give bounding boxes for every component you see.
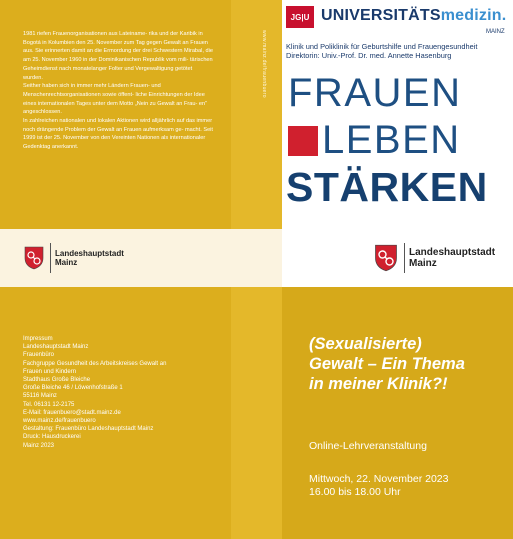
imprint-line: Stadthaus Große Bleiche (23, 377, 91, 384)
imprint-line: Landeshauptstadt Mainz (23, 344, 89, 351)
history-paragraph: In zahlreichen nationalen und lokalen Aktionen wird alljährlich auf das immer noch drängende Problem der Gewalt an Frauen aufmerksam ge- macht. Seit 1999 ist der 25. November von den Vereinten Nationen als internationaler Gedenktag anerkannt. (23, 118, 213, 151)
city-logo-right (374, 243, 495, 273)
city-name-line2: Mainz (55, 258, 78, 267)
event-title (309, 334, 509, 394)
imprint-line: Gestaltung: Frauenbüro Landeshauptstadt Mainz (23, 426, 154, 433)
city-name-line1: Landeshauptstadt (55, 249, 124, 258)
event-type: Online-Lehrveranstaltung (309, 440, 427, 452)
title-leben: LEBEN (322, 118, 461, 162)
history-text (23, 30, 213, 152)
title-frauen: FRAUEN (288, 71, 462, 115)
imprint-line: Druck: Hausdruckerei (23, 434, 81, 441)
imprint-website-link[interactable]: www.mainz.de/frauenbuero (23, 418, 96, 425)
city-logo-left (24, 243, 124, 273)
history-paragraph: Seither haben sich in immer mehr Ländern Frauen- und Menschenrechtsorganisationen sowie öffent- liche Einrichtungen der Idee eines internationalen Tages unter dem Motto „Nein zu Gewalt an Frau- en“ angeschlossen. (23, 83, 207, 116)
event-date: Mittwoch, 22. November 2023 (309, 473, 449, 485)
clinic-director: Direktorin: Univ.-Prof. Dr. med. Annette Hasenburg (286, 51, 452, 60)
event-datetime (309, 473, 448, 499)
logo-strip-middle (231, 229, 282, 287)
imprint-line: Fachgruppe Gesundheit des Arbeitskreises Gewalt an (23, 360, 167, 367)
event-title-line: (Sexualisierte) (309, 335, 422, 353)
spine-panel (231, 0, 282, 229)
history-paragraph: 1981 riefen Frauenorganisationen aus Lateiname- rika und der Karibik in Bogotá in Kolumbien den 25. November zum Tag gegen Gewalt an Frauen aus. Sie erinnerten damit an die Ermordung der drei Schwestern Mirabal, die am 25. November 1960 in der Dominikanischen Republik vom mili- tärischen Geheimdienst nach monatelanger Folter und Vergewaltigung getötet wurden. (23, 31, 213, 81)
jgu-logo: JG|U (286, 6, 314, 28)
event-title-line: in meiner Klinik?! (309, 375, 448, 393)
title-staerken: STÄRKEN (286, 164, 488, 210)
imprint-line: Frauen und Kindern (23, 368, 77, 375)
spine-panel-lower (231, 287, 282, 539)
clinic-name: Klinik und Poliklinik für Geburtshilfe und Frauengesundheit (286, 42, 478, 51)
logo-divider (50, 243, 51, 273)
imprint-line: 55116 Mainz (23, 393, 57, 400)
univ-prefix: UNIVERSITÄTS (321, 7, 441, 24)
spine-url: www.mainz.de/frauenbuero (261, 30, 267, 98)
city-name (409, 247, 495, 269)
event-title-line: Gewalt – Ein Thema (309, 355, 465, 373)
red-square-icon (288, 126, 318, 156)
univ-suffix: medizin. (440, 7, 507, 24)
imprint-line: Große Bleiche 46 / Löwenhofstraße 1 (23, 385, 123, 392)
mainz-label: MAINZ (486, 29, 505, 35)
clinic-info (286, 42, 477, 60)
imprint-line: Tel. 06131 12-2175 (23, 401, 75, 408)
universitaetsmedizin-logo (321, 7, 506, 25)
event-panel (282, 287, 513, 539)
city-name (55, 249, 124, 267)
imprint-line: Impressum (23, 336, 53, 342)
imprint-block (23, 335, 218, 450)
event-time: 16.00 bis 18.00 Uhr (309, 486, 401, 498)
city-name-line2: Mainz (409, 258, 437, 269)
mainz-coat-of-arms-icon (24, 246, 44, 270)
imprint-email[interactable]: E-Mail: frauenbuero@stadt.mainz.de (23, 409, 121, 416)
imprint-line: Frauenbüro (23, 352, 55, 359)
logo-divider (404, 243, 405, 273)
city-name-line1: Landeshauptstadt (409, 247, 496, 258)
imprint-line: Mainz 2023 (23, 442, 55, 449)
mainz-coat-of-arms-icon (374, 244, 398, 272)
